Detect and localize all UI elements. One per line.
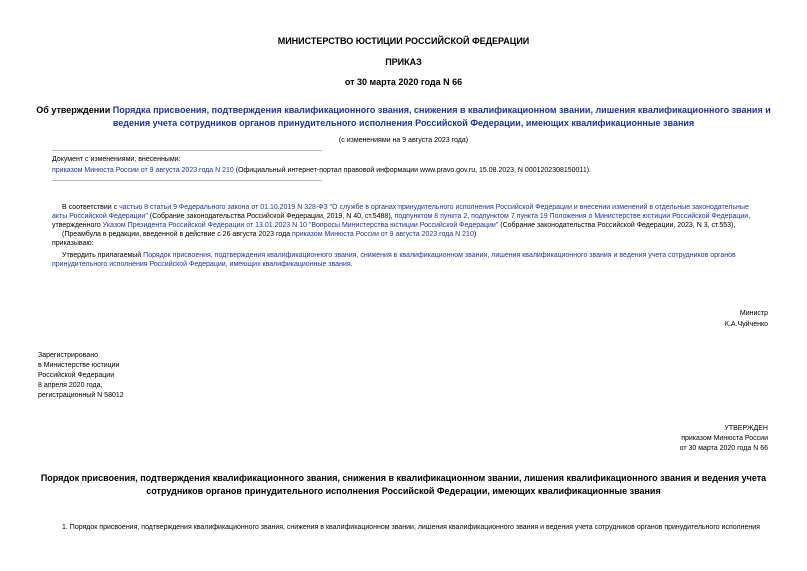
order-word: приказываю: xyxy=(52,240,94,247)
approval-block xyxy=(568,424,768,454)
title-prefix: Об утверждении xyxy=(36,105,113,115)
decree-link[interactable]: Указом Президента Российской Федерации от 13.01.2023 N 10 "Вопросы Министерства юстиции Российской Федерации" xyxy=(102,222,499,229)
registration-line: 8 апреля 2020 года, xyxy=(38,382,103,389)
approval-line: от 30 марта 2020 года N 66 xyxy=(679,445,768,452)
document-title xyxy=(0,104,807,130)
approve-text: . xyxy=(350,261,353,268)
procedure-item-1: 1. Порядок присвоения, подтверждения квалификационного звания, снижения в квалификационном звании, лишения квалификационного звания и ведения учета сотрудников органов принудительного исполнения xyxy=(62,524,760,531)
procedure-link[interactable]: Порядок присвоения, подтверждения квалификационного звания, снижения в квалификационном звании, лишения квалификационного звания и ведения учета сотрудников органов xyxy=(143,252,736,259)
ministry-heading: МИНИСТЕРСТВО ЮСТИЦИИ РОССИЙСКОЙ ФЕДЕРАЦИИ xyxy=(277,36,530,46)
subpoint-7-link[interactable]: подпунктом 7 пункта 19 Положения о Министерстве юстиции Российской Федерации xyxy=(471,213,749,220)
doc-date-number: от 30 марта 2020 года N 66 xyxy=(344,77,463,87)
procedure-title-line: сотрудников органов принудительного исполнения Российской Федерации, имеющих квалификационные звания xyxy=(146,486,661,496)
divider-top xyxy=(52,150,322,151)
approval-line: приказом Минюста России xyxy=(681,435,768,442)
preamble-note: (Преамбула в редакции, введенной в действие с 26 августа 2023 года xyxy=(62,231,293,238)
approve-text: Утвердить прилагаемый xyxy=(62,252,144,259)
preamble-text: (Собрание законодательства Российской Федерации, 2019, N 40, ст.5488), xyxy=(147,213,395,220)
registration-line: Российской Федерации xyxy=(38,372,115,379)
registration-line: Зарегистрировано xyxy=(38,352,98,359)
preamble-text: , xyxy=(467,213,472,220)
registration-line: регистрационный N 58012 xyxy=(38,392,124,399)
changes-order-link[interactable]: приказом Минюста России от 9 августа 2023 года N 210 xyxy=(52,167,234,174)
procedure-title-line: Порядок присвоения, подтверждения квалификационного звания, снижения в квалификационном звании, лишения квалификационного звания и ведения учета xyxy=(40,473,767,483)
subpoint-8-link[interactable]: подпунктом 8 пункта 2 xyxy=(394,213,468,220)
preamble-note: ) xyxy=(473,231,477,238)
changes-label: Документ с изменениями, внесенными: xyxy=(52,156,181,163)
registration-line: в Министерстве юстиции xyxy=(38,362,120,369)
preamble-text: утвержденного xyxy=(52,222,103,229)
signature-position: Министр xyxy=(739,310,768,317)
approval-line: УТВЕРЖДЕН xyxy=(724,425,768,432)
law-328-link-cont[interactable]: акты Российской Федерации" xyxy=(52,213,148,220)
preamble-text: (Собрание законодательства Российской Федерации, 2023, N 3, ст.553), xyxy=(498,222,736,229)
preamble-text: В соответствии с xyxy=(62,204,120,211)
divider-bottom xyxy=(52,180,322,181)
procedure-title xyxy=(0,472,807,498)
changes-publication: (Официальный интернет-портал правовой информации www.pravo.gov.ru, 15.08.2023, N 0001202308150011). xyxy=(233,167,591,174)
title-procedure-link-cont[interactable]: ведения учета сотрудников органов принудительного исполнения Российской Федерации, имеющих квалификационные звания xyxy=(112,118,695,128)
revision-note: (с изменениями на 9 августа 2023 года) xyxy=(338,137,469,144)
preamble-paragraph xyxy=(52,203,768,269)
doc-type-heading: ПРИКАЗ xyxy=(385,57,422,67)
procedure-link-cont[interactable]: принудительного исполнения Российской Федерации, имеющих квалификационные звания xyxy=(52,261,351,268)
registration-block xyxy=(38,351,238,401)
amendment-order-link[interactable]: приказом Минюста России от 9 августа 2023 года N 210 xyxy=(292,231,474,238)
title-procedure-link[interactable]: Порядка присвоения, подтверждения квалификационного звания, снижения в квалификационном звании, лишения квалификационного звания и xyxy=(112,105,771,115)
changes-box xyxy=(52,155,768,175)
preamble-text: , xyxy=(748,213,751,220)
law-328-link[interactable]: частью 8 статьи 9 Федерального закона от 01.10.2019 N 328-ФЗ "О службе в органах принудительного исполнения Российской Федерации и внесении изменений в отдельные законодательные xyxy=(119,204,749,211)
signature-name: К.А.Чуйченко xyxy=(724,321,768,328)
signature-block xyxy=(568,309,768,329)
